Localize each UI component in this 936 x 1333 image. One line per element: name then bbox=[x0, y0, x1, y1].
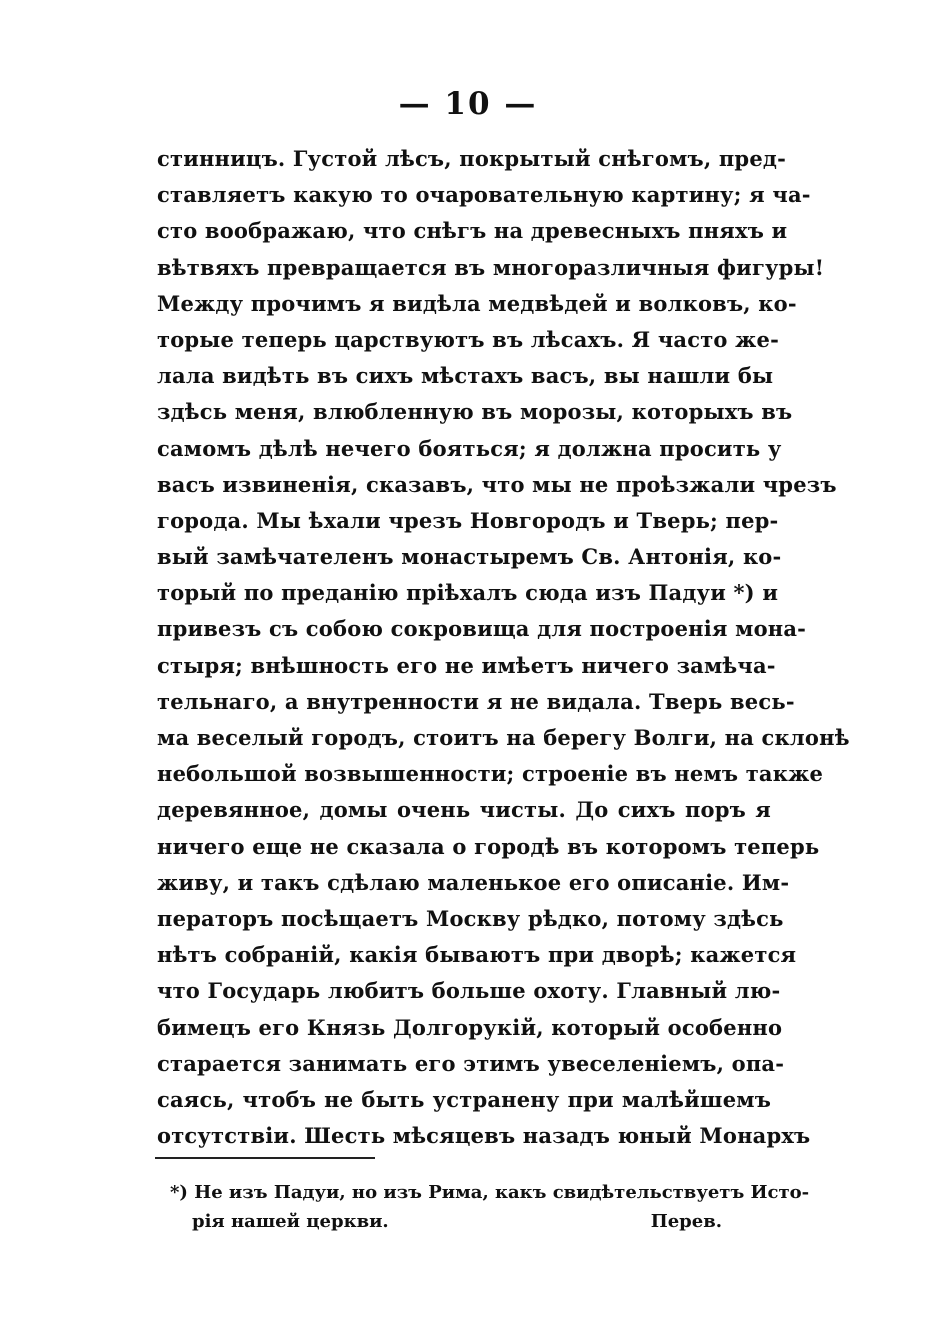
text-line: бимецъ его Князь Долгорукій, который особенно bbox=[157, 1014, 783, 1040]
footnote-line: *) Не изъ Падуи, но изъ Рима, какъ свидѣтельствуетъ Исто- bbox=[170, 1182, 810, 1203]
footnote bbox=[170, 1178, 810, 1236]
text-line: стыря; внѣшность его не имѣетъ ничего замѣча- bbox=[157, 652, 776, 678]
text-line: небольшой возвышенности; строеніе въ немъ также bbox=[157, 761, 824, 787]
text-line: живу, и такъ сдѣлаю маленькое его описаніе. Им- bbox=[157, 869, 790, 895]
text-line: привезъ съ собою сокровища для построенія мона- bbox=[157, 616, 807, 642]
text-line: ставляетъ какую то очаровательную картину; я ча- bbox=[157, 182, 811, 208]
footnote-line bbox=[170, 1207, 770, 1236]
text-line: васъ извиненія, сказавъ, что мы не проѣзжали чрезъ bbox=[157, 471, 837, 497]
text-line: ма веселый городъ, стоитъ на берегу Волги, на склонѣ bbox=[157, 725, 850, 750]
text-line: деревянное, домы очень чисты. До сихъ поръ я bbox=[157, 797, 771, 823]
text-line: торый по преданію пріѣхалъ сюда изъ Падуи *) и bbox=[157, 580, 779, 606]
text-line: тельнаго, а внутренности я не видала. Тверь весь- bbox=[157, 688, 795, 714]
text-line: нѣтъ собраній, какія бываютъ при дворѣ; кажется bbox=[157, 942, 797, 968]
text-line: ничего еще не сказала о городѣ въ которомъ теперь bbox=[157, 833, 820, 859]
footnote-text: рія нашей церкви. bbox=[192, 1211, 389, 1232]
text-line: старается занимать его этимъ увеселеніемъ, опа- bbox=[157, 1050, 785, 1076]
text-line: ператоръ посѣщаетъ Москву рѣдко, потому здѣсь bbox=[157, 905, 784, 931]
text-line: города. Мы ѣхали чрезъ Новгородъ и Тверь; пер- bbox=[157, 507, 779, 533]
text-line: саясь, чтобъ не быть устранену при малѣйшемъ bbox=[157, 1086, 771, 1112]
text-line: сто воображаю, что снѣгъ на древесныхъ пняхъ и bbox=[157, 218, 788, 244]
text-line: лала видѣть въ сихъ мѣстахъ васъ, вы нашли бы bbox=[157, 363, 774, 389]
footnote-separator bbox=[155, 1157, 375, 1159]
text-line: что Государь любитъ больше охоту. Главный лю- bbox=[157, 978, 781, 1004]
text-line: торые теперь царствуютъ въ лѣсахъ. Я часто же- bbox=[157, 326, 780, 352]
page-number: — 10 — bbox=[398, 86, 538, 122]
text-line: самомъ дѣлѣ нечего бояться; я должна просить у bbox=[157, 435, 782, 461]
text-line: здѣсь меня, влюбленную въ морозы, которыхъ въ bbox=[157, 399, 793, 425]
text-line: вѣтвяхъ превращается въ многоразличныя фигуры! bbox=[157, 254, 825, 280]
text-line: Между прочимъ я видѣла медвѣдей и волковъ, ко- bbox=[157, 290, 797, 316]
text-line: стинницъ. Густой лѣсъ, покрытый снѣгомъ, пред- bbox=[157, 146, 786, 171]
footnote-signature: Перев. bbox=[650, 1211, 722, 1232]
text-line: отсутствіи. Шесть мѣсяцевъ назадъ юный Монархъ bbox=[157, 1123, 811, 1149]
text-line: вый замѣчателенъ монастыремъ Св. Антонія, ко- bbox=[157, 544, 782, 570]
main-text bbox=[157, 141, 850, 1154]
